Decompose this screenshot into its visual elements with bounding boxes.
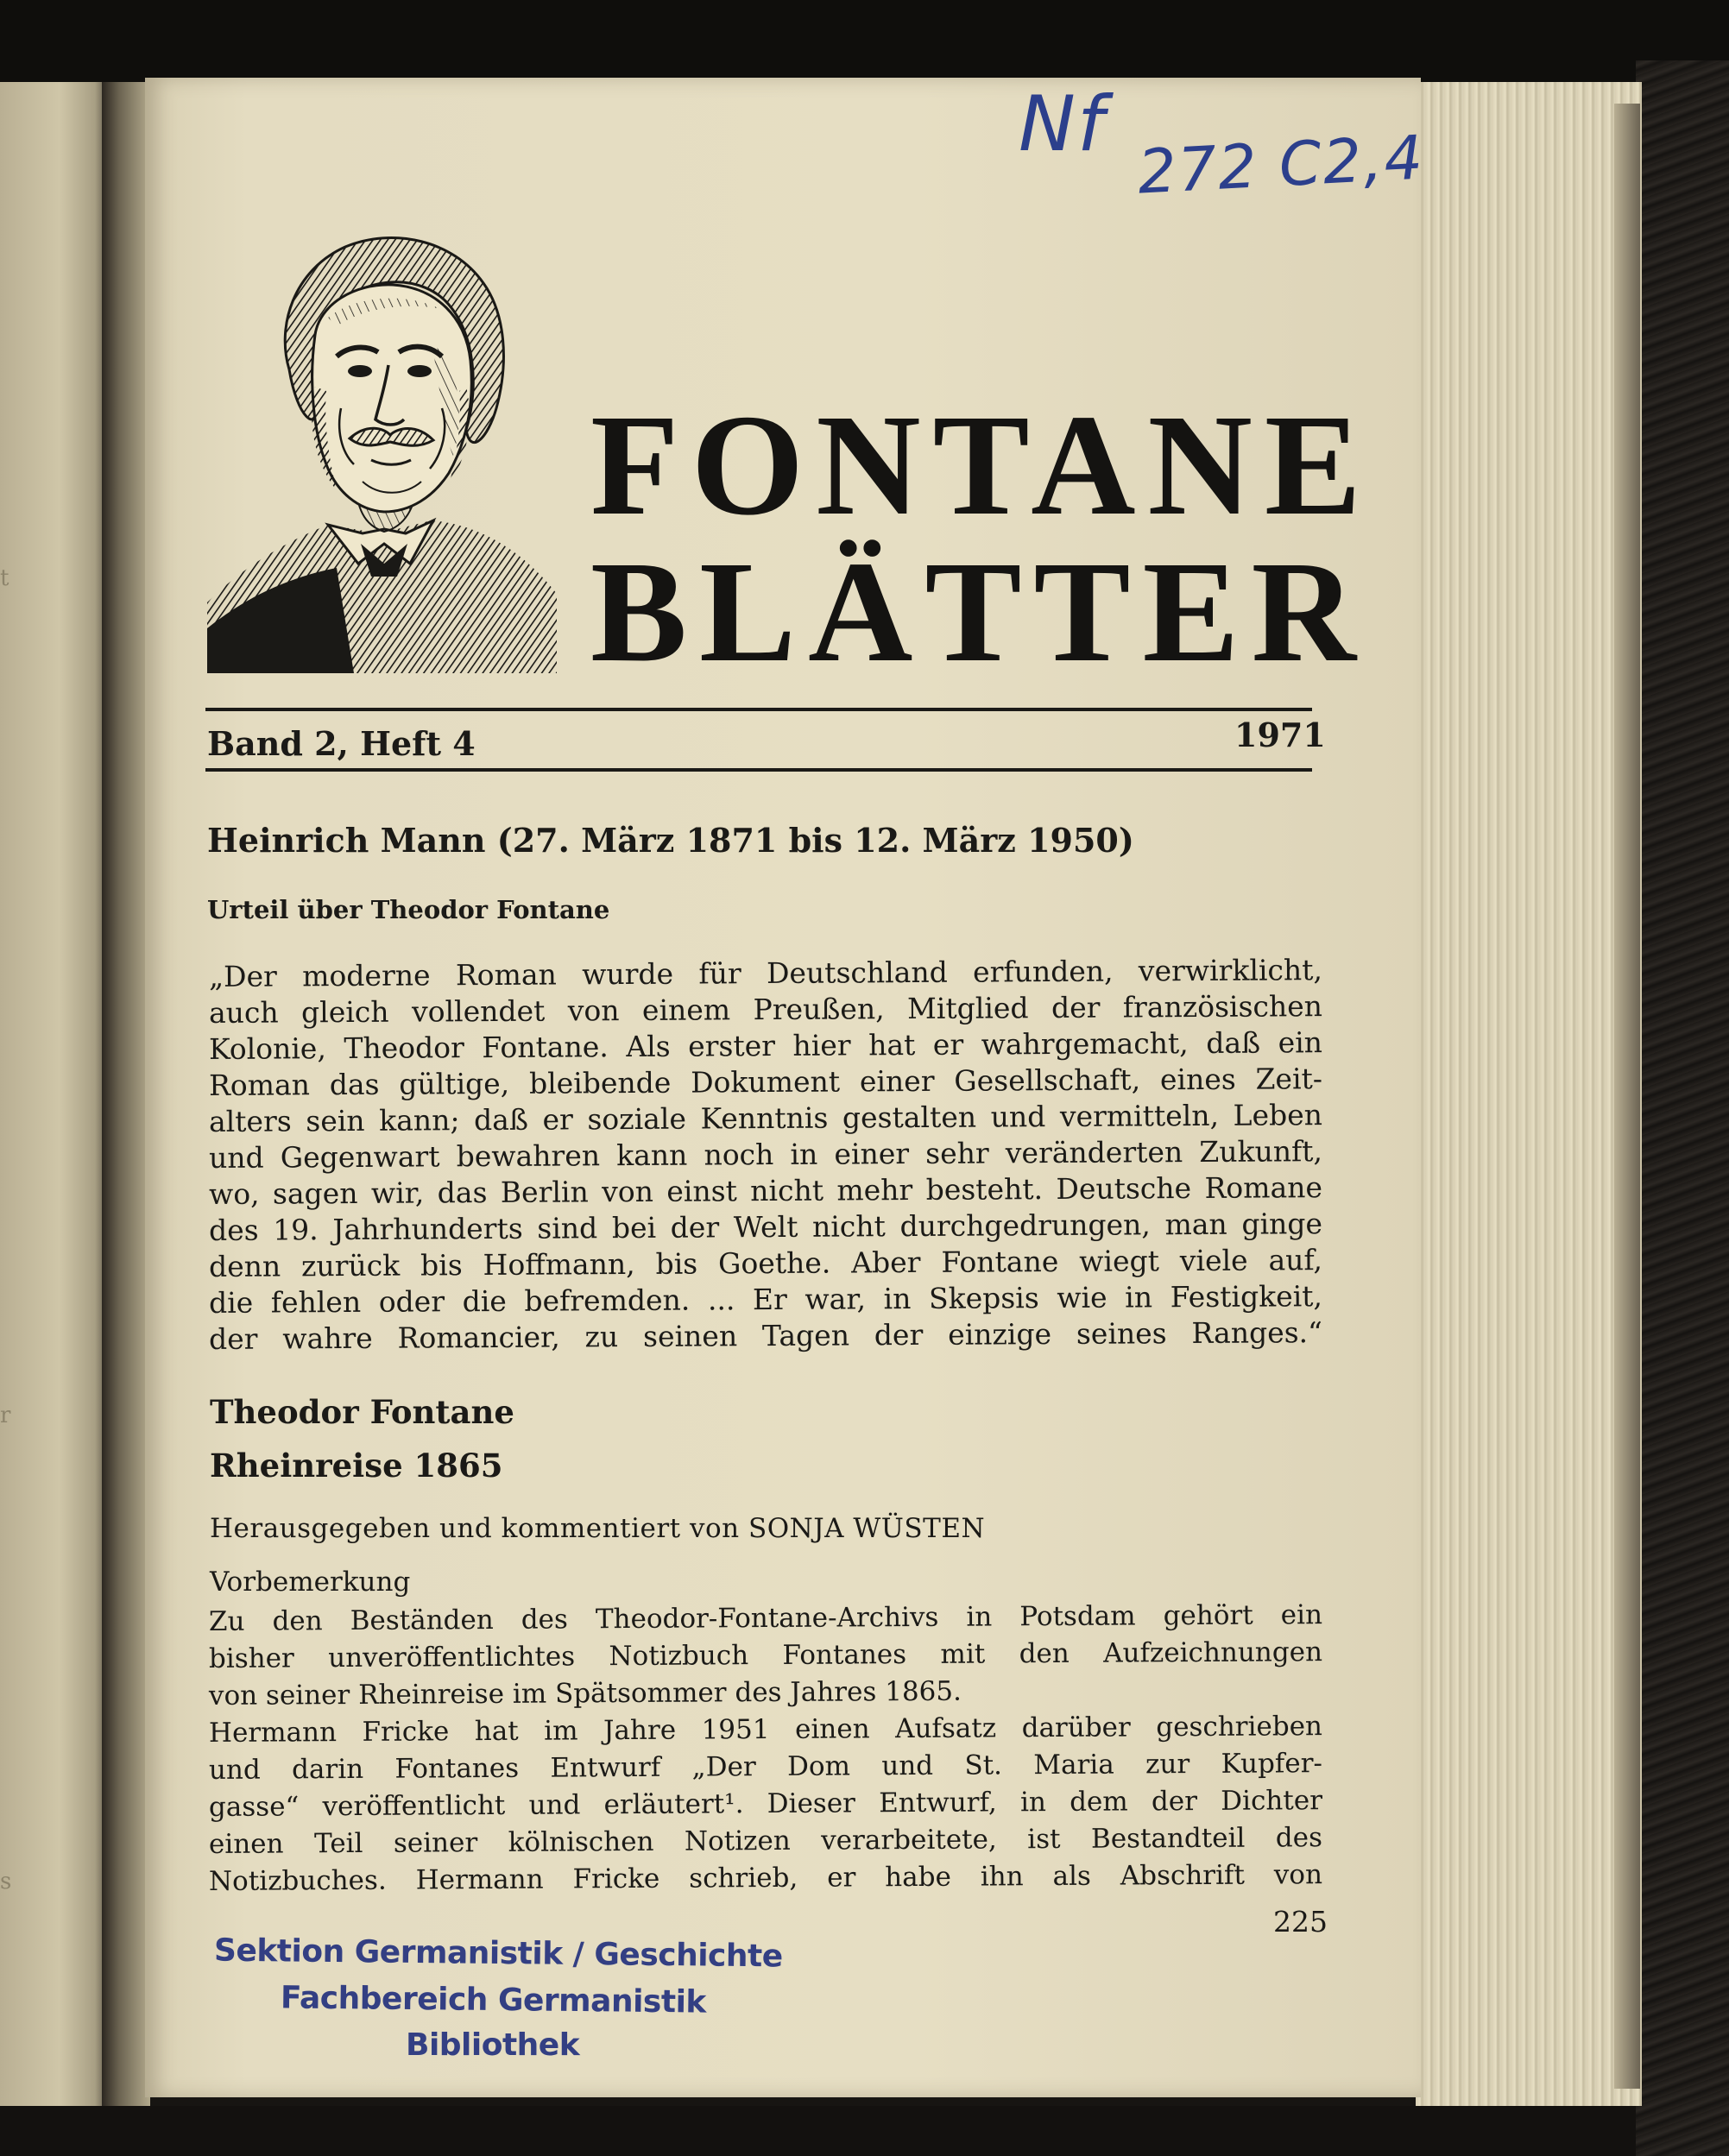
quote-line: denn zurück bis Hoffmann, bis Goethe. Aber Fontane wiegt viele auf, — [208, 1243, 1323, 1283]
quote-line: die fehlen oder die befremden. ... Er war, in Skepsis wie in Festigkeit, — [208, 1279, 1323, 1320]
book-cloth-bottom — [0, 2106, 1729, 2156]
issue-volume: Band 2, Heft 4 — [207, 724, 476, 763]
quote-line: auch gleich vollendet von einem Preußen, Mitglied der französischen — [208, 989, 1323, 1030]
handwritten-shelfmark: Nf — [1019, 79, 1106, 168]
page-block-shadow — [1614, 104, 1640, 2089]
handwritten-call-number: 272 C2,4 — [1136, 122, 1426, 208]
quote-line: des 19. Jahrhunderts sind bei der Welt nicht durchgedrungen, man ginge — [208, 1207, 1323, 1247]
masthead-bottom-rule — [205, 768, 1312, 772]
quote-line: wo, sagen wir, das Berlin von einst nicht mehr besteht. Deutsche Romane — [208, 1170, 1323, 1211]
library-stamp-line-1: Sektion Germanistik / Geschichte — [213, 1932, 783, 1975]
page-block-edges — [1416, 82, 1642, 2106]
body-line: einen Teil seiner kölnischen Notizen verarbeitete, ist Bestandteil des — [208, 1822, 1323, 1860]
article2-section-label: Vorbemerkung — [210, 1567, 411, 1598]
masthead-top-rule — [205, 708, 1312, 711]
quote-line: alters sein kann; daß er soziale Kenntnis gestalten und vermitteln, Leben — [208, 1098, 1323, 1138]
quote-line: „Der moderne Roman wurde für Deutschland erfunden, verwirklicht, — [208, 953, 1323, 993]
quote-line: und Gegenwart bewahren kann noch in einer sehr veränderten Zukunft, — [208, 1134, 1323, 1175]
page-number: 225 — [1273, 1905, 1328, 1939]
body-line: und darin Fontanes Entwurf „Der Dom und St. Maria zur Kupfer- — [208, 1748, 1323, 1786]
body-line: Hermann Fricke hat im Jahre 1951 einen Aufsatz darüber geschrieben — [208, 1711, 1323, 1749]
book-cover-edge — [1636, 60, 1729, 2156]
body-line: bisher unveröffentlichtes Notizbuch Fontanes mit den Aufzeichnungen — [208, 1636, 1323, 1674]
article2-title: Rheinreise 1865 — [210, 1447, 503, 1485]
masthead-title-line-2: BLÄTTER — [590, 532, 1368, 692]
left-facing-page: t r s — [0, 82, 108, 2106]
article2-author: Theodor Fontane — [210, 1393, 514, 1431]
library-stamp-line-3: Bibliothek — [406, 2027, 580, 2063]
quote-line: Roman das gültige, bleibende Dokument einer Gesellschaft, eines Zeit- — [208, 1062, 1323, 1102]
body-line: Notizbuches. Hermann Fricke schrieb, er habe ihn als Abschrift von — [208, 1859, 1323, 1897]
article2-editor-line: Herausgegeben und kommentiert von SONJA WÜSTEN — [210, 1513, 986, 1544]
body-line: Zu den Beständen des Theodor-Fontane-Archivs in Potsdam gehört ein — [208, 1599, 1323, 1637]
issue-year: 1971 — [1234, 716, 1326, 754]
body-line: von seiner Rheinreise im Spätsommer des Jahres 1865. — [208, 1675, 962, 1712]
library-stamp-line-2: Fachbereich Germanistik — [280, 1980, 707, 2020]
body-line: gasse“ veröffentlicht und erläutert¹. Dieser Entwurf, in dem der Dichter — [208, 1785, 1323, 1823]
article-heading: Heinrich Mann (27. März 1871 bis 12. März 1950) — [207, 821, 1134, 860]
article-subheading: Urteil über Theodor Fontane — [207, 895, 610, 924]
quote-line: Kolonie, Theodor Fontane. Als erster hier hat er wahrgemacht, daß ein — [208, 1025, 1323, 1066]
masthead-title-line-1: FONTANE — [590, 385, 1373, 545]
page-gutter — [102, 82, 150, 2106]
quote-line: der wahre Romancier, zu seinen Tagen der einzige seines Ranges.“ — [208, 1315, 1323, 1356]
fontane-portrait-engraving — [207, 223, 557, 673]
